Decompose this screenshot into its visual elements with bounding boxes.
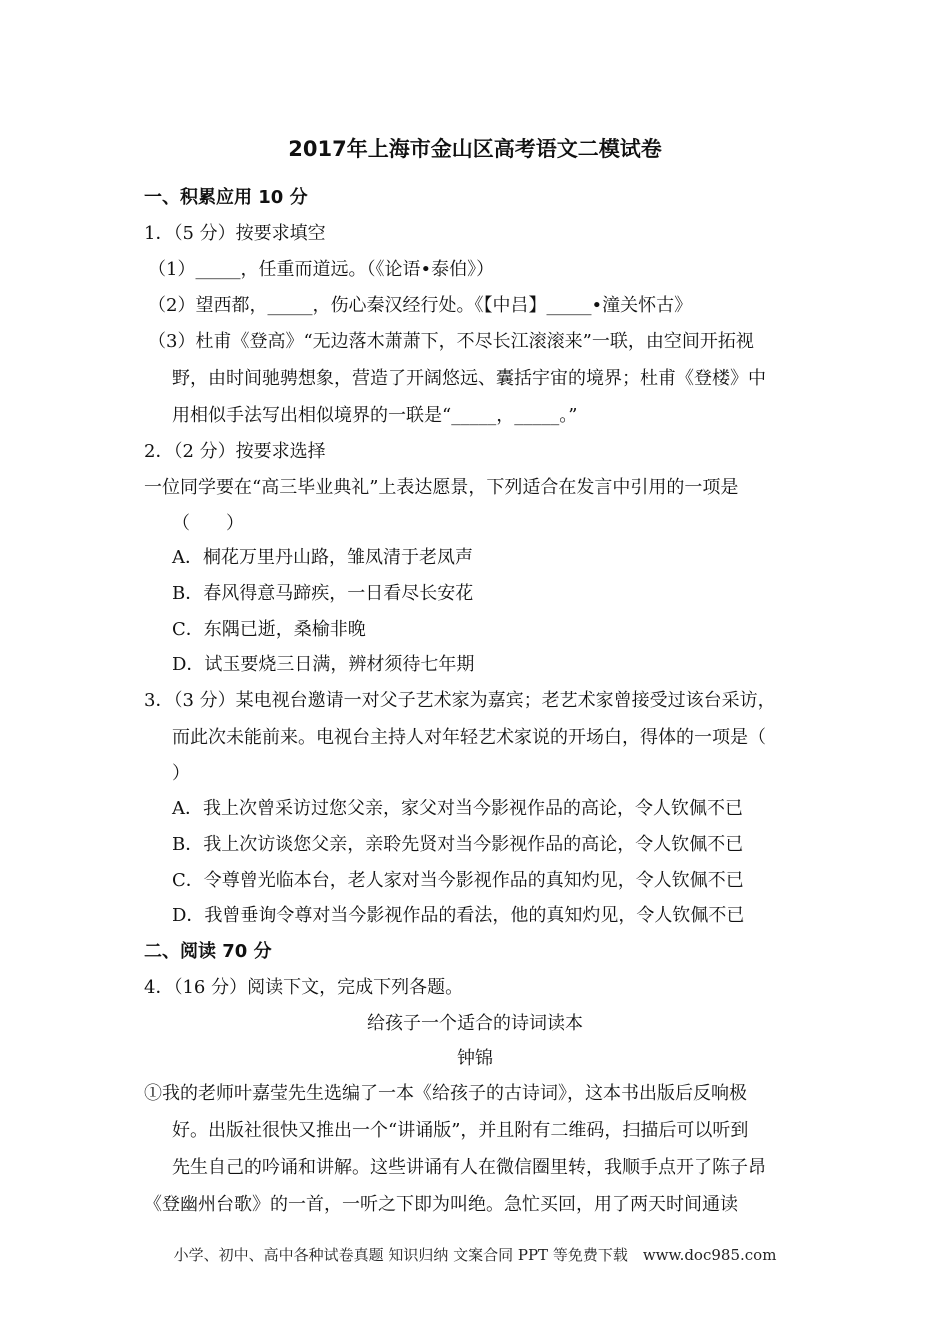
article-paragraph-line-1: ①我的老师叶嘉莹先生选编了一本《给孩子的古诗词》，这本书出版后反响极 [144,1083,747,1104]
question-1-stem: 1．（5 分）按要求填空 [144,223,326,244]
question-2-text: 一位同学要在“高三毕业典礼”上表达愿景，下列适合在发言中引用的一项是 [144,477,739,498]
question-3-option-b: B．我上次访谈您父亲，亲聆先贤对当今影视作品的高论，令人钦佩不已 [172,834,744,855]
question-3-stem-line-1: 3．（3 分）某电视台邀请一对父子艺术家为嘉宾；老艺术家曾接受过该台采访， [144,690,776,711]
question-1-item-3-line-1: （3）杜甫《登高》“无边落木萧萧下，不尽长江滚滚来”一联，由空间开拓视 [148,331,754,352]
question-3-stem-line-3: ） [172,763,190,784]
question-2-option-c: C．东隅已逝，桑榆非晚 [172,619,366,640]
section-heading-1: 一、积累应用 10 分 [144,187,308,208]
question-1-item-2: （2）望西都，_____，伤心秦汉经行处。《【中吕】_____•潼关怀古》 [148,295,693,316]
article-paragraph-line-4: 《登幽州台歌》的一首，一听之下即为叫绝。急忙买回，用了两天时间通读 [144,1194,738,1215]
section-heading-2: 二、阅读 70 分 [144,941,272,962]
question-1-item-3-line-3: 用相似手法写出相似境界的一联是“_____，_____。” [172,405,578,426]
question-3-option-a: A．我上次曾采访过您父亲，家父对当今影视作品的高论，令人钦佩不已 [172,798,743,819]
question-2-option-b: B．春风得意马蹄疾，一日看尽长安花 [172,583,474,604]
question-2-option-d: D．试玉要烧三日满，辨材须待七年期 [172,654,475,675]
question-2-answer-paren: （ ） [172,513,244,534]
question-1-item-3-line-2: 野，由时间驰骋想象，营造了开阔悠远、囊括宇宙的境界；杜甫《登楼》中 [172,368,766,389]
question-1-item-1: （1）_____，任重而道远。（《论语•泰伯》） [148,259,495,280]
article-paragraph-line-2: 好。出版社很快又推出一个“讲诵版”，并且附有二维码，扫描后可以听到 [172,1120,749,1141]
page-footer: 小学、初中、高中各种试卷真题 知识归纳 文案合同 PPT 等免费下载 www.doc985.com [173,1246,777,1264]
question-3-option-c: C．令尊曾光临本台，老人家对当今影视作品的真知灼见，令人钦佩不已 [172,870,744,891]
article-title: 给孩子一个适合的诗词读本 [367,1013,583,1034]
page-title: 2017年上海市金山区高考语文二模试卷 [288,137,662,161]
question-3-stem-line-2: 而此次未能前来。电视台主持人对年轻艺术家说的开场白，得体的一项是（ [172,727,766,748]
question-3-option-d: D．我曾垂询令尊对当今影视作品的看法，他的真知灼见，令人钦佩不已 [172,905,745,926]
article-paragraph-line-3: 先生自己的吟诵和讲解。这些讲诵有人在微信圈里转，我顺手点开了陈子昂 [172,1157,766,1178]
question-2-stem: 2．（2 分）按要求选择 [144,441,326,462]
question-4-stem: 4．（16 分）阅读下文，完成下列各题。 [144,977,464,998]
question-2-option-a: A．桐花万里丹山路，雏凤清于老凤声 [172,547,473,568]
article-author: 钟锦 [457,1048,493,1069]
